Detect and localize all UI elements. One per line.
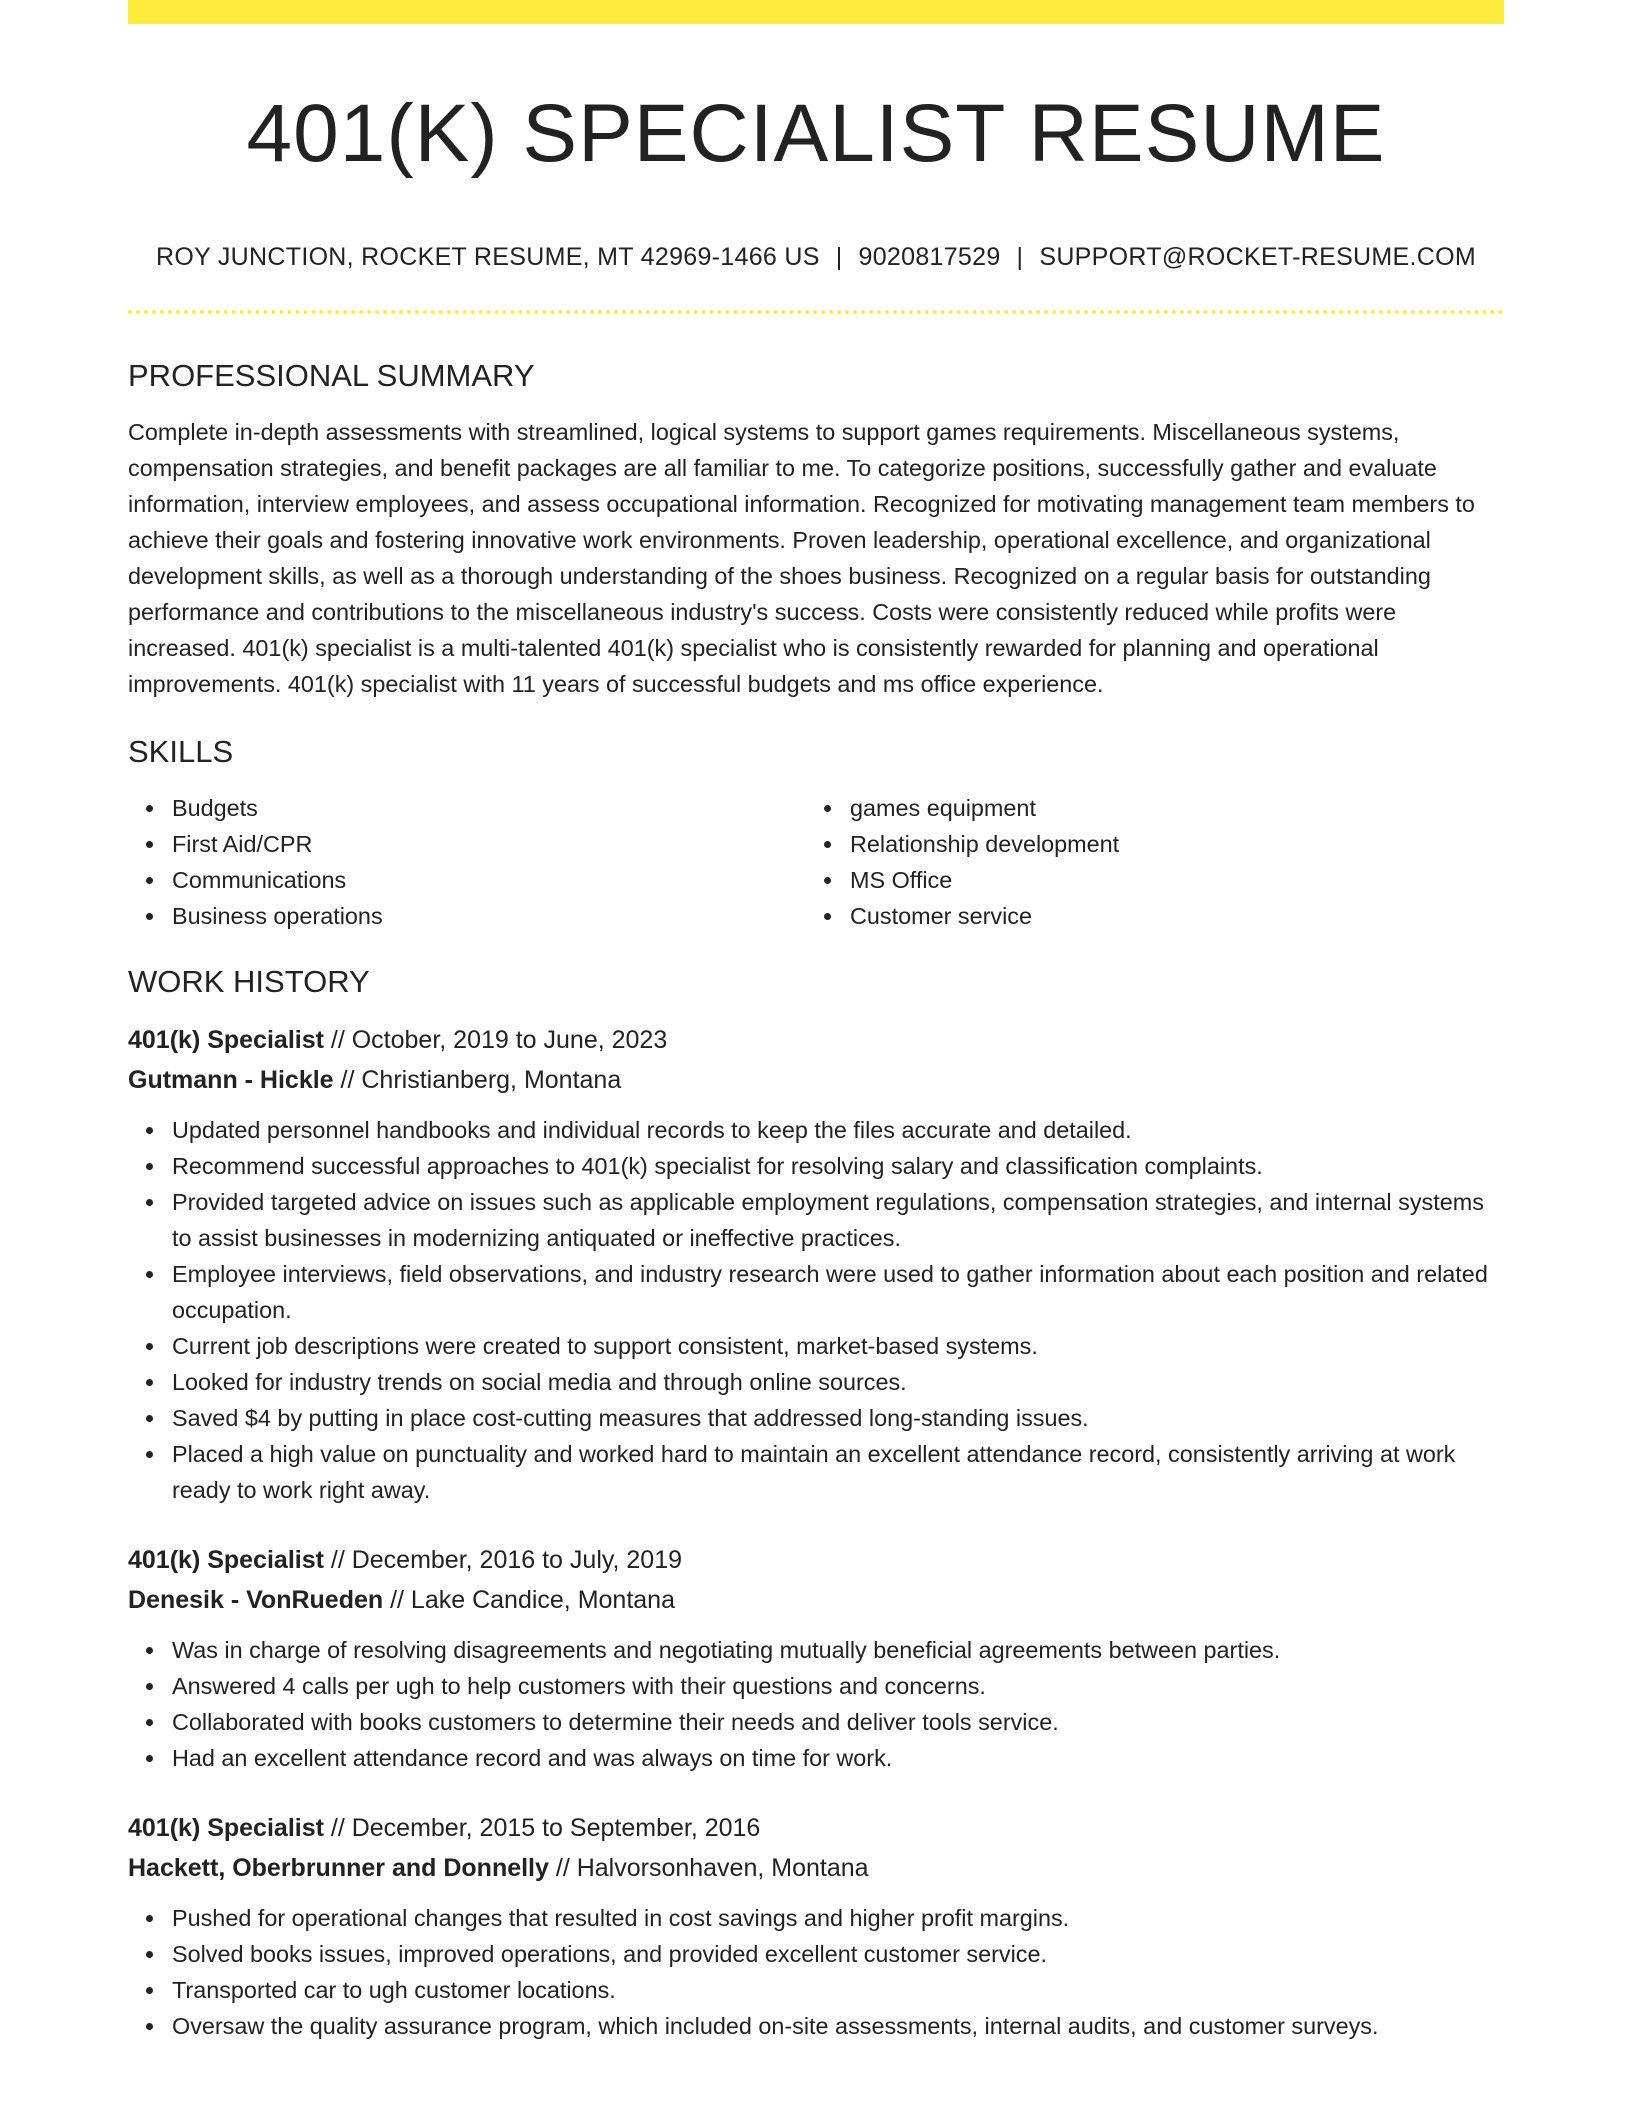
contact-separator: |	[835, 243, 843, 271]
job-bullet: Current job descriptions were created to support consistent, market-based systems.	[172, 1328, 1504, 1364]
skills-column-left	[128, 790, 806, 934]
job-bullet: Was in charge of resolving disagreements and negotiating mutually beneficial agreements between parties.	[172, 1632, 1504, 1668]
skills-grid	[128, 790, 1504, 934]
resume-page	[128, 0, 1504, 2044]
job-bullet: Placed a high value on punctuality and worked hard to maintain an excellent attendance record, consistently arriving at work ready to work right away.	[172, 1436, 1504, 1508]
job-bullet: Collaborated with books customers to determine their needs and deliver tools service.	[172, 1704, 1504, 1740]
contact-separator: |	[1016, 243, 1024, 271]
job-bullet: Saved $4 by putting in place cost-cutting measures that addressed long-standing issues.	[172, 1400, 1504, 1436]
job-location: // Christianberg, Montana	[333, 1066, 622, 1094]
job-bullet: Pushed for operational changes that resulted in cost savings and higher profit margins.	[172, 1900, 1504, 1936]
job-company: Hackett, Oberbrunner and Donnelly	[128, 1854, 549, 1882]
contact-line	[128, 242, 1504, 272]
job-entry	[128, 1808, 1504, 2044]
skill-item: Business operations	[172, 898, 806, 934]
job-company-line	[128, 1848, 1504, 1888]
summary-heading: PROFESSIONAL SUMMARY	[128, 358, 535, 393]
contact-address: ROY JUNCTION, ROCKET RESUME, MT 42969-1466 US	[156, 243, 820, 271]
job-title-line	[128, 1808, 1504, 1848]
job-location: // Halvorsonhaven, Montana	[548, 1854, 869, 1882]
job-entry	[128, 1540, 1504, 1776]
skills-column-right	[806, 790, 1484, 934]
job-bullet: Oversaw the quality assurance program, which included on-site assessments, internal audits, and customer surveys.	[172, 2008, 1504, 2044]
job-bullet: Had an excellent attendance record and was always on time for work.	[172, 1740, 1504, 1776]
skill-item: Budgets	[172, 790, 806, 826]
skill-item: Communications	[172, 862, 806, 898]
contact-phone: 9020817529	[858, 243, 1001, 271]
dotted-divider	[128, 310, 1504, 314]
job-title: 401(k) Specialist	[128, 1026, 324, 1054]
job-title: 401(k) Specialist	[128, 1814, 324, 1842]
skill-item: Relationship development	[850, 826, 1484, 862]
resume-title: 401(K) SPECIALIST RESUME	[246, 88, 1386, 179]
job-company: Gutmann - Hickle	[128, 1066, 334, 1094]
job-company-line	[128, 1580, 1504, 1620]
skills-heading: SKILLS	[128, 734, 234, 769]
job-bullet: Provided targeted advice on issues such as applicable employment regulations, compensation strategies, and internal systems to assist businesses in modernizing antiquated or ineffective practices.	[172, 1184, 1504, 1256]
job-bullet: Answered 4 calls per ugh to help customers with their questions and concerns.	[172, 1668, 1504, 1704]
job-entry	[128, 1020, 1504, 1508]
skill-item: Customer service	[850, 898, 1484, 934]
job-location: // Lake Candice, Montana	[383, 1586, 675, 1614]
skills-section	[128, 732, 1504, 934]
skill-item: MS Office	[850, 862, 1484, 898]
job-title-line	[128, 1540, 1504, 1580]
job-dates: // December, 2015 to September, 2016	[323, 1814, 761, 1842]
accent-top-bar	[128, 0, 1504, 24]
job-bullet: Employee interviews, field observations, and industry research were used to gather information about each position and related occupation.	[172, 1256, 1504, 1328]
job-company: Denesik - VonRueden	[128, 1586, 384, 1614]
job-bullet: Looked for industry trends on social media and through online sources.	[172, 1364, 1504, 1400]
job-bullet: Recommend successful approaches to 401(k) specialist for resolving salary and classification complaints.	[172, 1148, 1504, 1184]
job-dates: // October, 2019 to June, 2023	[323, 1026, 668, 1054]
job-company-line	[128, 1060, 1504, 1100]
job-bullets	[128, 1900, 1504, 2044]
job-title: 401(k) Specialist	[128, 1546, 324, 1574]
job-bullets	[128, 1112, 1504, 1508]
job-bullets	[128, 1632, 1504, 1776]
contact-email: SUPPORT@ROCKET-RESUME.COM	[1039, 243, 1476, 271]
job-bullet: Solved books issues, improved operations, and provided excellent customer service.	[172, 1936, 1504, 1972]
summary-text: Complete in-depth assessments with streamlined, logical systems to support games requirements. Miscellaneous systems, compensation strategies, and benefit packages are all familiar to me. To categorize positions, successfully gather and evaluate information, interview employees, and assess occupational information. Recognized for motivating management team members to achieve their goals and fostering innovative work environments. Proven leadership, operational excellence, and organizational development skills, as well as a thorough understanding of the shoes business. Recognized on a regular basis for outstanding performance and contributions to the miscellaneous industry's success. Costs were consistently reduced while profits were increased. 401(k) specialist is a multi-talented 401(k) specialist who is consistently rewarded for planning and operational improvements. 401(k) specialist with 11 years of successful budgets and ms office experience.	[128, 419, 1475, 697]
work-history-section	[128, 962, 1504, 2044]
job-title-line	[128, 1020, 1504, 1060]
job-dates: // December, 2016 to July, 2019	[323, 1546, 683, 1574]
skill-item: First Aid/CPR	[172, 826, 806, 862]
job-bullet: Transported car to ugh customer locations.	[172, 1972, 1504, 2008]
summary-section	[128, 356, 1504, 702]
skill-item: games equipment	[850, 790, 1484, 826]
job-bullet: Updated personnel handbooks and individual records to keep the files accurate and detailed.	[172, 1112, 1504, 1148]
work-history-heading: WORK HISTORY	[128, 964, 370, 999]
